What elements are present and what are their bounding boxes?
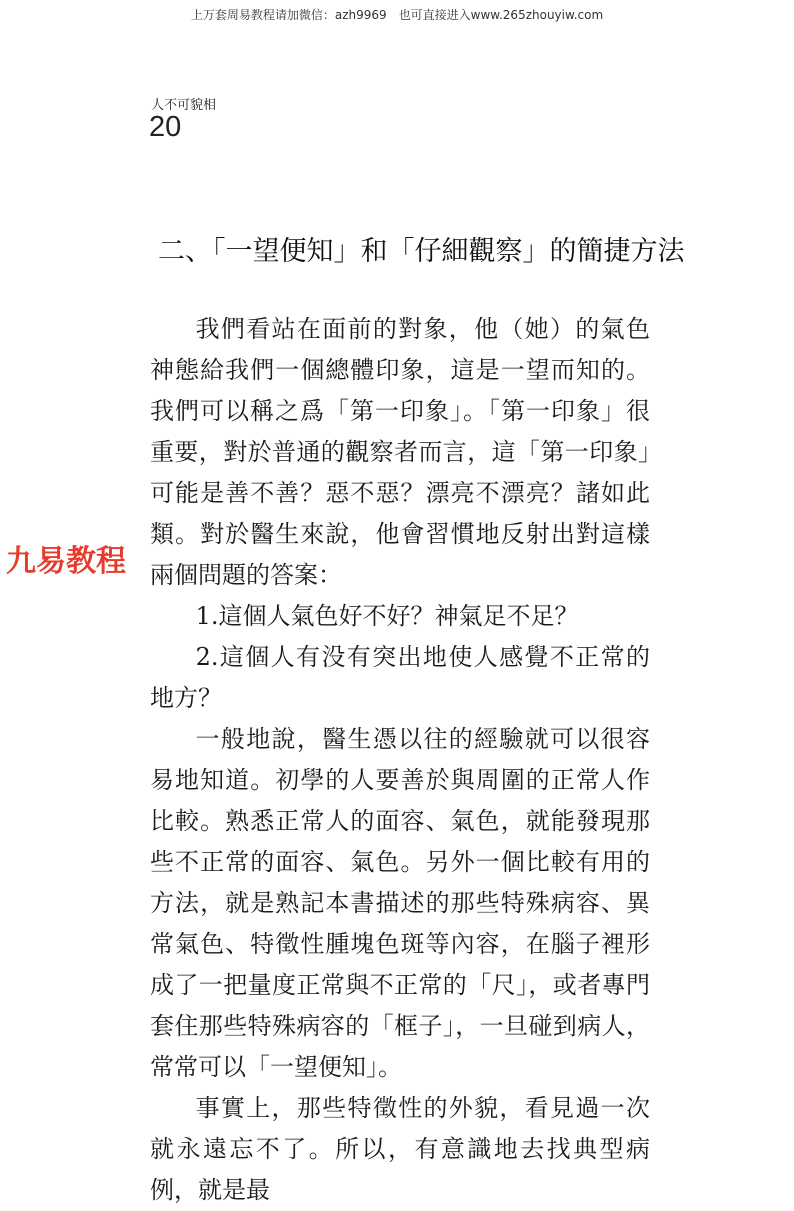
watermark-logo-text: 九易教程 <box>6 544 126 579</box>
list-item-question-2: 2.這個人有没有突出地使人感覺不正常的地方？ <box>150 643 650 712</box>
body-text <box>150 309 650 1211</box>
page-number: 20 <box>149 111 182 143</box>
list-item-question-1: 1.這個人氣色好不好？神氣足不足？ <box>195 602 579 630</box>
paragraph-first-impression: 我們看站在面前的對象，他（她）的氣色神態給我們一個總體印象，這是一望而知的。我們可以稱之爲「第一印象」。「第一印象」很重要，對於普通的觀察者而言，這「第一印象」可能是善不善？惡不惡？漂亮不漂亮？諸如此類。對於醫生來說，他會習慣地反射出對這樣兩個問題的答案： <box>150 315 650 589</box>
running-header-title: 人不可貌相 <box>151 98 217 113</box>
top-banner: 上万套周易教程请加微信：azh9969 也可直接进入www.265zhouyiw.com <box>190 8 604 22</box>
section-heading: 二、「一望便知」和「仔細觀察」的簡捷方法 <box>158 236 685 267</box>
paragraph-experience: 一般地說，醫生憑以往的經驗就可以很容易地知道。初學的人要善於與周圍的正常人作比較。熟悉正常人的面容、氣色，就能發現那些不正常的面容、氣色。另外一個比較有用的方法，就是熟記本書描述的那些特殊病容、異常氣色、特徵性腫塊色斑等內容，在腦子裡形成了一把量度正常與不正常的「尺」，或者專門套住那些特殊病容的「框子」，一旦碰到病人，常常可以「一望便知」。 <box>150 725 650 1081</box>
paragraph-typical-cases: 事實上，那些特徵性的外貌，看見過一次就永遠忘不了。所以，有意識地去找典型病例，就是最 <box>150 1094 650 1204</box>
